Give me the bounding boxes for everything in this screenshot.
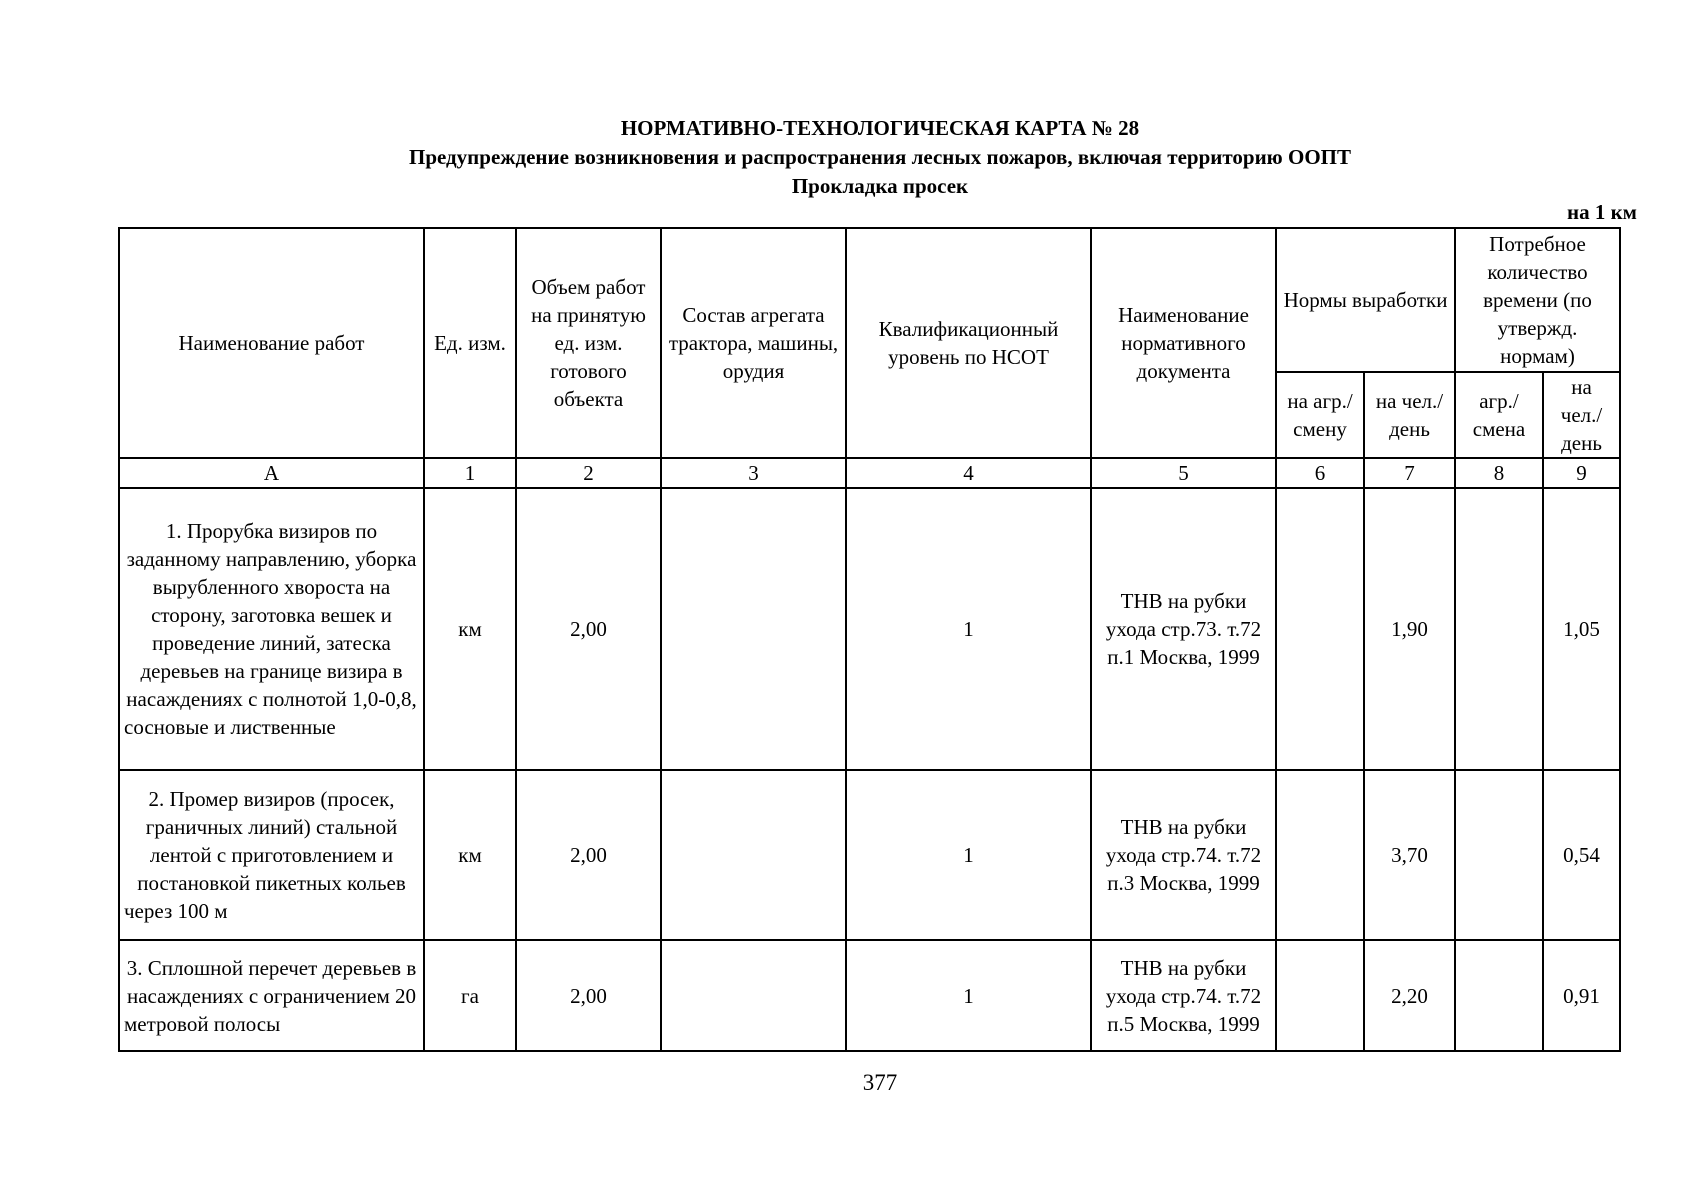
unit-cell: км: [424, 488, 516, 770]
norm-doc-cell: ТНВ на рубки ухода стр.74. т.72 п.3 Москва, 1999: [1091, 770, 1276, 940]
volume-cell: 2,00: [516, 488, 661, 770]
norm-agg-cell: [1276, 940, 1364, 1051]
index-cell: 6: [1276, 458, 1364, 488]
work-type-title: Прокладка просек: [791, 174, 969, 198]
time-man-cell: 1,05: [1543, 488, 1620, 770]
index-cell: 2: [516, 458, 661, 488]
header-unit: Ед. изм.: [424, 228, 516, 458]
header-man-day: на чел./ день: [1543, 372, 1620, 458]
norm-table: [118, 227, 1621, 1052]
index-cell: 1: [424, 458, 516, 488]
norm-agg-cell: [1276, 488, 1364, 770]
norm-man-cell: 1,90: [1364, 488, 1455, 770]
time-agg-cell: [1455, 940, 1543, 1051]
header-work-name: Наименование работ: [119, 228, 424, 458]
header-composition: Состав агрегата трактора, машины, орудия: [661, 228, 846, 458]
norm-agg-cell: [1276, 770, 1364, 940]
title-block: [0, 114, 1697, 201]
time-agg-cell: [1455, 488, 1543, 770]
qualification-cell: 1: [846, 488, 1091, 770]
index-cell: 9: [1543, 458, 1620, 488]
table-row: [119, 940, 1620, 1051]
document-subtitle: Предупреждение возникновения и распространения лесных пожаров, включая территорию ООПТ: [408, 145, 1351, 169]
table-row: [119, 770, 1620, 940]
index-cell: 4: [846, 458, 1091, 488]
qualification-cell: 1: [846, 940, 1091, 1051]
header-time-required: Потребное количество времени (по утвержд. нормам): [1455, 228, 1620, 372]
index-cell: А: [119, 458, 424, 488]
time-agg-cell: [1455, 770, 1543, 940]
page-number: 377: [862, 1070, 898, 1095]
composition-cell: [661, 488, 846, 770]
composition-cell: [661, 940, 846, 1051]
index-cell: 5: [1091, 458, 1276, 488]
time-man-cell: 0,91: [1543, 940, 1620, 1051]
time-man-cell: 0,54: [1543, 770, 1620, 940]
header-volume: Объем работ на принятую ед. изм. готового объекта: [516, 228, 661, 458]
work-description: 1. Прорубка визиров по заданному направлению, уборка вырубленного хвороста на сторону, заготовка вешек и проведение линий, затеска деревьев на границе визира в насаждениях с полнотой 1,0-0,8, сосновые и лиственные: [119, 488, 424, 770]
volume-cell: 2,00: [516, 940, 661, 1051]
table-row: [119, 488, 1620, 770]
work-description: 2. Промер визиров (просек, граничных линий) стальной лентой с приготовлением и постановкой пикетных кольев через 100 м: [119, 770, 424, 940]
header-norm-doc: Наименование нормативного документа: [1091, 228, 1276, 458]
header-qualification: Квалификационный уровень по НСОТ: [846, 228, 1091, 458]
unit-cell: км: [424, 770, 516, 940]
index-row: [119, 458, 1620, 488]
norm-doc-cell: ТНВ на рубки ухода стр.73. т.72 п.1 Москва, 1999: [1091, 488, 1276, 770]
header-per-man-day: на чел./ день: [1364, 372, 1455, 458]
work-description: 3. Сплошной перечет деревьев в насаждениях с ограничением 20 метровой полосы: [119, 940, 424, 1051]
norm-man-cell: 3,70: [1364, 770, 1455, 940]
composition-cell: [661, 770, 846, 940]
header-row-1: [119, 228, 1620, 372]
index-cell: 7: [1364, 458, 1455, 488]
index-cell: 8: [1455, 458, 1543, 488]
qualification-cell: 1: [846, 770, 1091, 940]
volume-cell: 2,00: [516, 770, 661, 940]
unit-cell: га: [424, 940, 516, 1051]
index-cell: 3: [661, 458, 846, 488]
header-per-agg-shift: на агр./ смену: [1276, 372, 1364, 458]
header-agg-shift: агр./ смена: [1455, 372, 1543, 458]
header-output-norms: Нормы выработки: [1276, 228, 1455, 372]
norm-doc-cell: ТНВ на рубки ухода стр.74. т.72 п.5 Москва, 1999: [1091, 940, 1276, 1051]
unit-note: на 1 км: [1566, 200, 1637, 224]
norm-man-cell: 2,20: [1364, 940, 1455, 1051]
document-title: НОРМАТИВНО-ТЕХНОЛОГИЧЕСКАЯ КАРТА № 28: [620, 116, 1140, 140]
